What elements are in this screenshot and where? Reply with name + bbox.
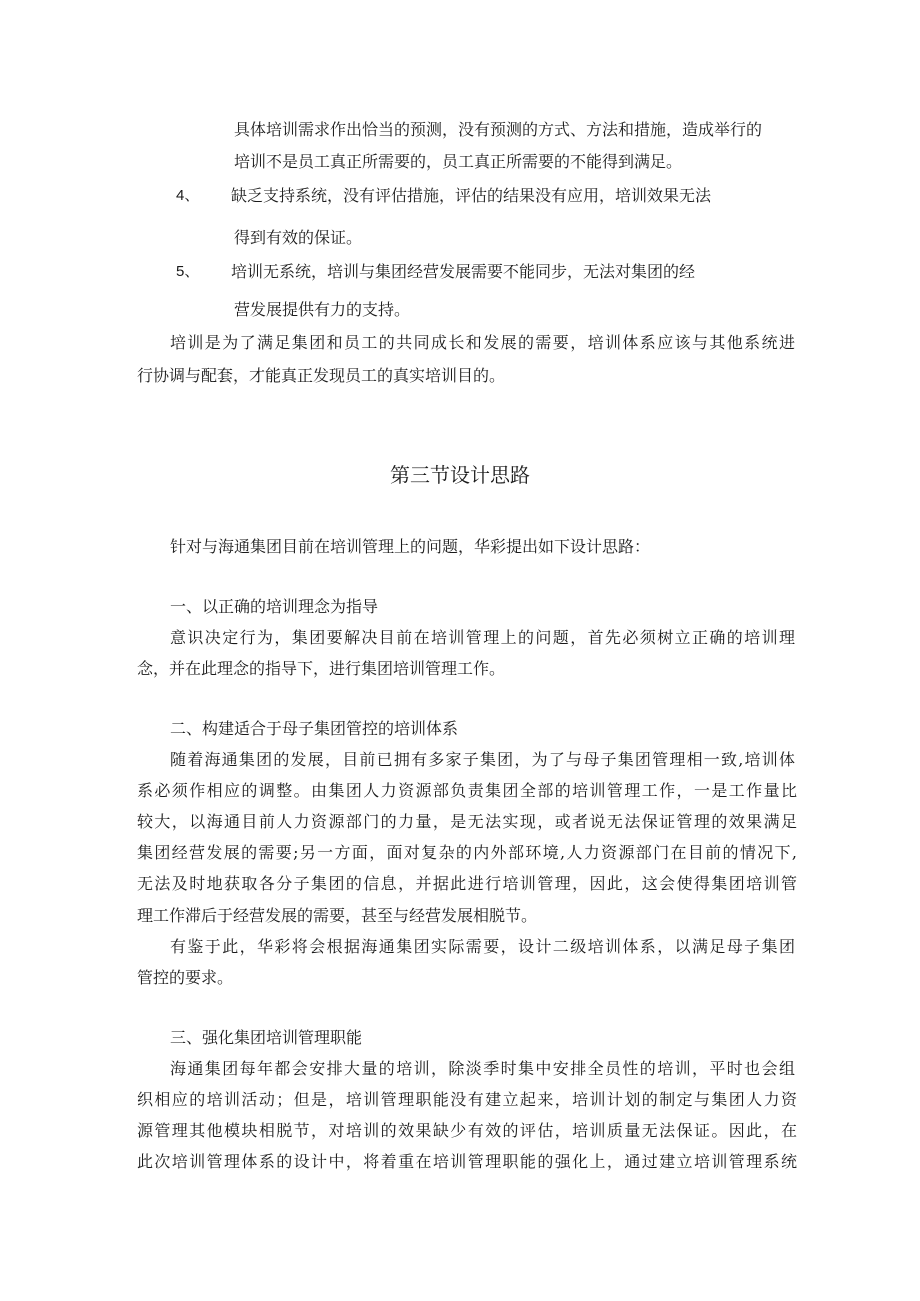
part-2-p1-line-4: 集团经营发展的需要;另一方面，面对复杂的内外部环境,人力资源部门在目前的情况下, <box>137 843 797 862</box>
section-title: 第三节设计思路 <box>390 463 530 487</box>
list-item-4-line-2: 得到有效的保证。 <box>234 228 363 247</box>
intro-paragraph: 针对与海通集团目前在培训管理上的问题，华彩提出如下设计思路： <box>170 537 651 556</box>
part-2-p1-line-2: 系必须作相应的调整。由集团人力资源部负责集团全部的培训管理工作，一是工作量比 <box>137 781 797 800</box>
part-3-p1-line-3: 源管理其他模块相脱节，对培训的效果缺少有效的评估，培训质量无法保证。因此，在 <box>137 1121 797 1140</box>
summary-line-1: 培训是为了满足集团和员工的共同成长和发展的需要，培训体系应该与其他系统进 <box>170 333 795 352</box>
list-continuation-line-1: 具体培训需求作出恰当的预测，没有预测的方式、方法和措施，造成举行的 <box>234 120 763 139</box>
summary-line-2: 行协调与配套，才能真正发现员工的真实培训目的。 <box>137 366 506 385</box>
part-3-p1-line-4: 此次培训管理体系的设计中，将着重在培训管理职能的强化上，通过建立培训管理系统 <box>137 1152 797 1171</box>
part-3-p1-line-1: 海通集团每年都会安排大量的培训，除淡季时集中安排全员性的培训，平时也会组 <box>170 1059 795 1078</box>
list-continuation-line-2: 培训不是员工真正所需要的，员工真正所需要的不能得到满足。 <box>234 152 683 171</box>
list-item-5-line-1: 培训无系统，培训与集团经营发展需要不能同步，无法对集团的经 <box>231 262 696 281</box>
list-item-5-number: 5、 <box>176 263 200 280</box>
part-2-p2-line-2: 管控的要求。 <box>137 968 234 987</box>
list-item-4-number: 4、 <box>176 187 200 204</box>
part-2-p2-line-1: 有鉴于此，华彩将会根据海通集团实际需要，设计二级培训体系，以满足母子集团 <box>170 937 795 956</box>
part-2-p1-line-6: 理工作滞后于经营发展的需要，甚至与经营发展相脱节。 <box>137 906 538 925</box>
part-1-line-1: 意识决定行为，集团要解决目前在培训管理上的问题，首先必须树立正确的培训理 <box>170 628 795 647</box>
part-1-line-2: 念，并在此理念的指导下，进行集团培训管理工作。 <box>137 659 506 678</box>
list-item-4-line-1: 缺乏支持系统，没有评估措施，评估的结果没有应用，培训效果无法 <box>231 186 712 205</box>
part-3-p1-line-2: 织相应的培训活动；但是，培训管理职能没有建立起来，培训计划的制定与集团人力资 <box>137 1090 797 1109</box>
part-1-heading: 一、以正确的培训理念为指导 <box>170 597 379 616</box>
list-item-5-line-2: 营发展提供有力的支持。 <box>234 300 411 319</box>
part-3-heading: 三、强化集团培训管理职能 <box>170 1028 363 1047</box>
part-2-p1-line-1: 随着海通集团的发展，目前已拥有多家子集团，为了与母子集团管理相一致,培训体 <box>170 750 795 769</box>
part-2-p1-line-3: 较大，以海通目前人力资源部门的力量，是无法实现，或者说无法保证管理的效果满足 <box>137 812 797 831</box>
part-2-heading: 二、构建适合于母子集团管控的培训体系 <box>170 719 459 738</box>
part-2-p1-line-5: 无法及时地获取各分子集团的信息，并据此进行培训管理，因此，这会使得集团培训管 <box>137 874 797 893</box>
